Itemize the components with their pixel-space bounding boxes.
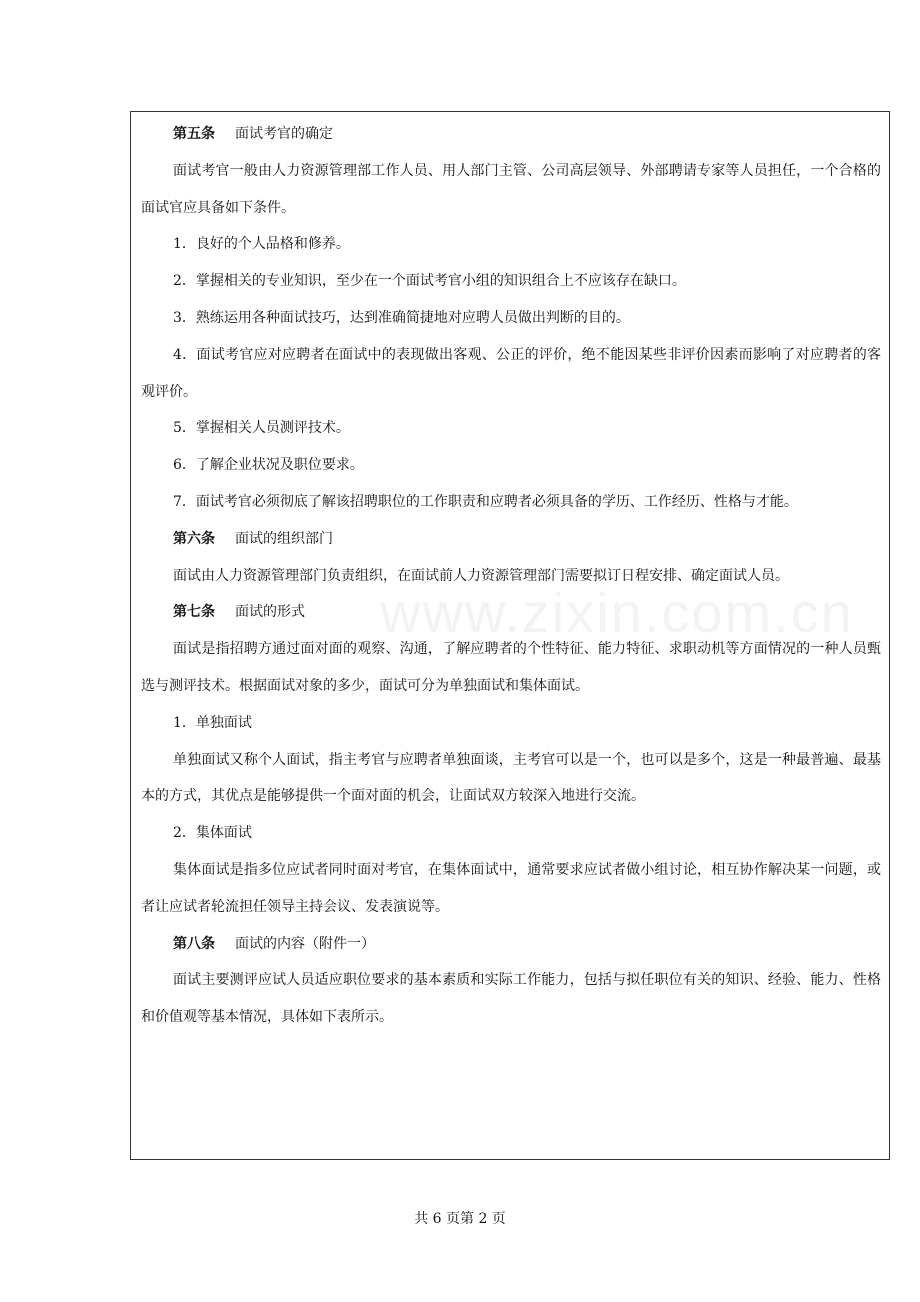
article-5-intro: 面试考官一般由人力资源管理部工作人员、用人部门主管、公司高层领导、外部聘请专家等人员担任，一个合格的面试官应具备如下条件。 — [141, 162, 881, 216]
sub-heading-group: 2．集体面试 — [173, 825, 252, 842]
list-item: 5．掌握相关人员测评技术。 — [173, 420, 350, 437]
article-7-heading — [141, 594, 881, 631]
article-title: 面试的内容（附件一） — [235, 935, 375, 952]
article-number: 第六条 — [173, 530, 215, 547]
article-8-heading — [141, 926, 881, 963]
document-frame — [130, 111, 890, 1160]
sub-text-individual: 单独面试又称个人面试，指主考官与应聘者单独面谈，主考官可以是一个，也可以是多个，这是一种最普遍、最基本的方式，其优点是能够提供一个面对面的机会，让面试双方较深入地进行交流。 — [141, 751, 881, 805]
list-item: 1．良好的个人品格和修养。 — [173, 236, 350, 253]
list-item: 7．面试考官必须彻底了解该招聘职位的工作职责和应聘者必须具备的学历、工作经历、性格与才能。 — [173, 493, 798, 510]
list-item: 6．了解企业状况及职位要求。 — [173, 457, 364, 474]
article-number: 第五条 — [173, 126, 215, 142]
article-title: 面试的形式 — [235, 604, 305, 621]
article-number: 第八条 — [173, 935, 215, 952]
article-title: 面试的组织部门 — [235, 530, 333, 547]
sub-heading-individual: 1．单独面试 — [173, 714, 252, 731]
page-footer: 共 6 页第 2 页 — [414, 1211, 506, 1227]
list-item: 3．熟练运用各种面试技巧，达到准确简捷地对应聘人员做出判断的目的。 — [173, 309, 630, 326]
watermark: www.zixin.com.cn — [380, 581, 854, 644]
article-6-heading — [141, 521, 881, 558]
document-body — [141, 116, 881, 1036]
article-8-intro: 面试主要测评应试人员适应职位要求的基本素质和实际工作能力，包括与拟任职位有关的知识、经验、能力、性格和价值观等基本情况，具体如下表所示。 — [141, 972, 881, 1026]
sub-text-group: 集体面试是指多位应试者同时面对考官，在集体面试中，通常要求应试者做小组讨论，相互协作解决某一问题，或者让应试者轮流担任领导主持会议、发表演说等。 — [141, 861, 881, 915]
list-item: 2．掌握相关的专业知识，至少在一个面试考官小组的知识组合上不应该存在缺口。 — [173, 273, 686, 290]
list-item: 4．面试考官应对应聘者在面试中的表现做出客观、公正的评价，绝不能因某些非评价因素而影响了对应聘者的客观评价。 — [141, 346, 881, 400]
article-7-intro: 面试是指招聘方通过面对面的观察、沟通，了解应聘者的个性特征、能力特征、求职动机等方面情况的一种人员甄选与测评技术。根据面试对象的多少，面试可分为单独面试和集体面试。 — [141, 641, 881, 694]
article-number: 第七条 — [173, 604, 215, 621]
article-5-heading — [141, 116, 881, 153]
article-title: 面试考官的确定 — [235, 126, 333, 142]
article-6-intro: 面试由人力资源管理部门负责组织，在面试前人力资源管理部门需要拟订日程安排、确定面试人员。 — [173, 567, 789, 584]
